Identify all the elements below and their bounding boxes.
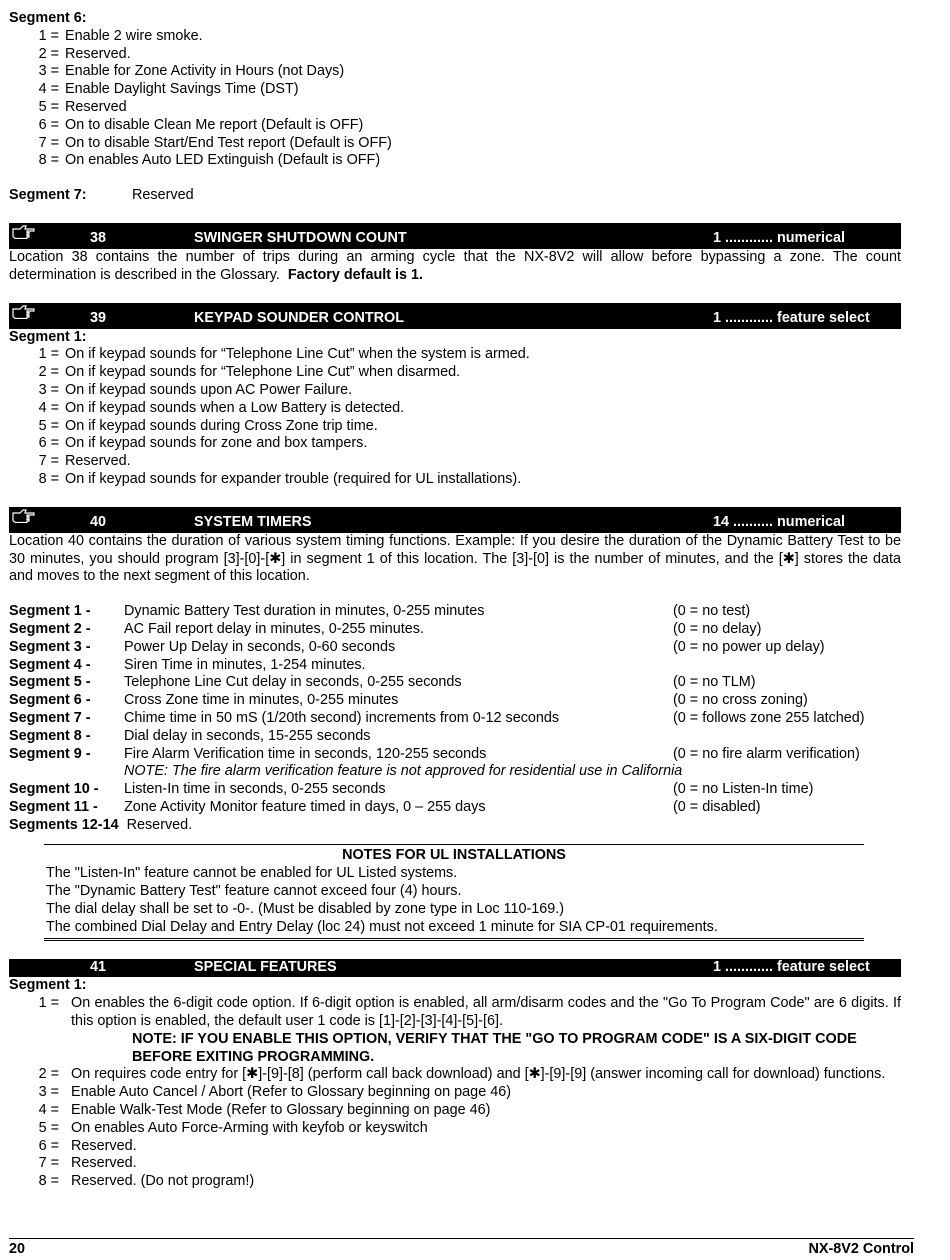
item-number: 7 = — [38, 453, 59, 470]
manual-page — [9, 10, 901, 1191]
timer-description: Listen-In time in seconds, 0-255 seconds — [124, 781, 386, 798]
location-41-list — [9, 1084, 901, 1191]
list-item — [9, 1066, 901, 1084]
location-41-header — [9, 959, 901, 977]
timer-default: (0 = no delay) — [673, 620, 762, 637]
system-timers-table — [9, 603, 901, 834]
ul-notes-title: NOTES FOR UL INSTALLATIONS — [342, 847, 566, 864]
timer-default: (0 = no cross zoning) — [673, 692, 808, 709]
timer-row — [9, 746, 901, 764]
list-item — [9, 995, 901, 1031]
timer-label: Segment 3 - — [9, 638, 91, 655]
timer-default: (0 = no test) — [673, 603, 751, 620]
page-number: 20 — [9, 1241, 26, 1257]
timer-label: Segment 4 - — [9, 656, 91, 673]
item-text: On to disable Clean Me report (Default is OFF) — [65, 116, 364, 133]
segment-6-title: Segment 6: — [9, 10, 87, 26]
list-item — [9, 471, 901, 489]
timer-default: (0 = follows zone 255 latched) — [673, 709, 865, 726]
timer-row — [9, 603, 901, 621]
timer-description: Dynamic Battery Test duration in minutes, 0-255 minutes — [124, 603, 485, 620]
list-item — [9, 364, 901, 382]
item-number: 4 = — [38, 399, 59, 416]
timer-default: (0 = no power up delay) — [673, 638, 825, 655]
item-text: Enable for Zone Activity in Hours (not Days) — [65, 63, 345, 80]
item-number: 7 = — [38, 134, 59, 151]
item-number: 6 = — [38, 116, 59, 133]
special-features-section — [9, 977, 901, 1191]
item-number: 7 = — [38, 1155, 59, 1172]
location-number: 38 — [90, 230, 107, 247]
location-number: 40 — [90, 513, 107, 530]
item-text: Reserved. — [71, 1137, 137, 1154]
item-number: 2 = — [38, 45, 59, 62]
location-40-header — [9, 507, 901, 533]
timer-row — [9, 710, 901, 728]
timer-row — [9, 674, 901, 692]
timers-list — [9, 603, 901, 763]
location-38-description — [9, 249, 901, 285]
list-item — [9, 63, 901, 81]
item-number: 3 = — [38, 381, 59, 398]
six-digit-warning: NOTE: IF YOU ENABLE THIS OPTION, VERIFY THAT THE "GO TO PROGRAM CODE" IS A SIX-DIGIT CODE BEFORE EXITING PROGRAMMING. — [132, 1030, 857, 1065]
list-item — [9, 346, 901, 364]
timer-label: Segment 9 - — [9, 745, 91, 762]
item-text: On if keypad sounds for expander trouble (required for UL installations). — [65, 470, 522, 487]
timer-row — [9, 657, 901, 675]
location-count: 1 ............ numerical — [713, 230, 845, 247]
location-38-body: Location 38 contains the number of trips during an arming cycle that the NX-8V2 will allow before bypassing a zone. The count determination is described in the Glossary. — [9, 248, 901, 283]
item-number: 8 = — [38, 1173, 59, 1190]
item-number: 8 = — [38, 152, 59, 169]
list-item — [9, 453, 901, 471]
timer-label: Segment 1 - — [9, 603, 91, 620]
item-number: 4 = — [38, 1102, 59, 1119]
list-item — [9, 46, 901, 64]
timer-description: Dial delay in seconds, 15-255 seconds — [124, 727, 371, 744]
item-number: 3 = — [38, 1084, 59, 1101]
list-item — [9, 418, 901, 436]
pointing-hand-icon — [12, 305, 36, 319]
location-title: SYSTEM TIMERS — [194, 513, 312, 530]
item-text: On enables Auto Force-Arming with keyfob or keyswitch — [71, 1119, 428, 1136]
location-title: SPECIAL FEATURES — [194, 958, 337, 975]
item-number: 1 = — [38, 27, 59, 44]
segment-7-value: Reserved — [132, 187, 194, 204]
list-item — [9, 400, 901, 418]
item-text: On to disable Start/End Test report (Default is OFF) — [65, 134, 392, 151]
timer-description: AC Fail report delay in minutes, 0-255 minutes. — [124, 620, 424, 637]
item-text: On if keypad sounds for “Telephone Line Cut” when the system is armed. — [65, 346, 530, 363]
ul-notes-box — [44, 844, 864, 941]
segments-12-14-value: Reserved. — [126, 816, 193, 833]
ul-note-line: The "Listen-In" feature cannot be enabled for UL Listed systems. — [46, 865, 458, 882]
item-text: On if keypad sounds during Cross Zone trip time. — [65, 417, 378, 434]
item-text: On if keypad sounds for zone and box tampers. — [65, 435, 368, 452]
timer-default — [673, 657, 901, 675]
location-number: 39 — [90, 309, 107, 326]
timer-label: Segment 8 - — [9, 727, 91, 744]
timer-description: Power Up Delay in seconds, 0-60 seconds — [124, 638, 396, 655]
list-item — [9, 117, 901, 135]
location-count: 1 ............ feature select — [713, 958, 870, 975]
ul-note-line: The dial delay shall be set to -0-. (Must be disabled by zone type in Loc 110-169.) — [46, 900, 565, 917]
ul-note-line: The combined Dial Delay and Entry Delay (loc 24) must not exceed 1 minute for SIA CP-01 requirements. — [46, 918, 718, 935]
location-count: 14 .......... numerical — [713, 513, 845, 530]
timer-row — [9, 692, 901, 710]
item-number: 1 = — [38, 346, 59, 363]
location-39-segment-title: Segment 1: — [9, 328, 87, 345]
item-text: On if keypad sounds upon AC Power Failure. — [65, 381, 353, 398]
location-41-segment-title: Segment 1: — [9, 977, 87, 994]
timer-default: (0 = disabled) — [673, 798, 761, 815]
timer-row — [9, 621, 901, 639]
item-number: 6 = — [38, 1137, 59, 1154]
location-38-header — [9, 223, 901, 249]
list-item — [9, 135, 901, 153]
list-item — [9, 1138, 901, 1156]
item-number: 1 = — [38, 995, 59, 1012]
item-number: 5 = — [38, 98, 59, 115]
item-text: On requires code entry for [✱]-[9]-[8] (perform call back download) and [✱]-[9]-[9] (answer incoming call for download) functions. — [71, 1066, 886, 1083]
list-item — [9, 28, 901, 46]
segment-6-list — [9, 28, 901, 170]
segment-7-label: Segment 7: — [9, 187, 87, 204]
ul-notes-lines — [46, 865, 862, 936]
timer-description: Chime time in 50 mS (1/20th second) increments from 0-12 seconds — [124, 709, 560, 726]
list-item — [9, 152, 901, 170]
timer-row — [9, 728, 901, 746]
timer-default: (0 = no Listen-In time) — [673, 781, 814, 798]
timer-description: Siren Time in minutes, 1-254 minutes. — [124, 656, 366, 673]
item-text: Reserved — [65, 98, 127, 115]
location-39-list — [9, 346, 901, 488]
item-number: 5 = — [38, 417, 59, 434]
segments-12-14-row — [9, 817, 901, 835]
product-name: NX-8V2 Control — [808, 1241, 914, 1257]
list-item — [9, 1120, 901, 1138]
item-number: 3 = — [38, 63, 59, 80]
timer-label: Segment 10 - — [9, 781, 99, 798]
list-item — [9, 1102, 901, 1120]
timer-label: Segment 11 - — [9, 798, 98, 815]
segments-12-14-label: Segments 12-14 — [9, 816, 119, 833]
timer-default — [673, 728, 901, 746]
location-39-header — [9, 303, 901, 329]
segment-7-row — [9, 187, 901, 205]
segment-6-section — [9, 10, 901, 170]
pointing-hand-icon — [12, 509, 36, 523]
list-item — [9, 81, 901, 99]
list-item — [9, 382, 901, 400]
timer-description: Telephone Line Cut delay in seconds, 0-255 seconds — [124, 674, 462, 691]
item-number: 8 = — [38, 470, 59, 487]
item-text: Reserved. — [65, 453, 131, 470]
timer-label: Segment 2 - — [9, 620, 91, 637]
location-number: 41 — [90, 958, 107, 975]
list-item — [9, 1173, 901, 1191]
item-text: On if keypad sounds for “Telephone Line Cut” when disarmed. — [65, 364, 461, 381]
timer-row — [9, 639, 901, 657]
list-item — [9, 435, 901, 453]
timer-description: Fire Alarm Verification time in seconds, 120-255 seconds — [124, 745, 487, 762]
item-text: Enable Auto Cancel / Abort (Refer to Glossary beginning on page 46) — [71, 1084, 511, 1101]
list-item — [9, 1084, 901, 1102]
pointing-hand-icon — [12, 225, 36, 239]
location-38-default: Factory default is 1. — [287, 266, 424, 283]
timers-list-2 — [9, 781, 901, 817]
item-text: On enables the 6-digit code option. If 6-digit option is enabled, all arm/disarm codes and the "Go To Program Code" are 6 digits. If this option is enabled, the default user 1 code is [1]-[2]-[3]-[4]-[5]-[6]. — [71, 995, 901, 1030]
item-text: Enable 2 wire smoke. — [65, 27, 203, 44]
timer-label: Segment 6 - — [9, 692, 91, 709]
item-text: Reserved. — [65, 45, 131, 62]
timer-label: Segment 5 - — [9, 674, 91, 691]
item-text: On if keypad sounds when a Low Battery is detected. — [65, 399, 405, 416]
item-text: Enable Walk-Test Mode (Refer to Glossary beginning on page 46) — [71, 1102, 491, 1119]
item-text: Reserved. — [71, 1155, 137, 1172]
location-40-description: Location 40 contains the duration of various system timing functions. Example: If you desire the duration of the Dynamic Battery Test to be 30 minutes, you should program [3]-[0]-[✱] in segment 1 of this location. The [3]-[0] is the number of minutes, and the [✱] stores the data and moves to the next segment of this location. — [9, 532, 901, 585]
item-number: 2 = — [38, 1066, 59, 1083]
item-number: 6 = — [38, 435, 59, 452]
fire-alarm-note: NOTE: The fire alarm verification feature is not approved for residential use in California — [124, 763, 683, 780]
item-text: On enables Auto LED Extinguish (Default is OFF) — [65, 152, 381, 169]
page-footer — [9, 1238, 914, 1259]
timer-row — [9, 799, 901, 817]
timer-label: Segment 7 - — [9, 709, 91, 726]
location-title: KEYPAD SOUNDER CONTROL — [194, 309, 405, 326]
item-text: Reserved. (Do not program!) — [71, 1173, 255, 1190]
timer-default: (0 = no TLM) — [673, 674, 756, 691]
location-count: 1 ............ feature select — [713, 309, 870, 326]
timer-default: (0 = no fire alarm verification) — [673, 745, 860, 762]
ul-note-line: The "Dynamic Battery Test" feature cannot exceed four (4) hours. — [46, 883, 462, 900]
item-text: Enable Daylight Savings Time (DST) — [65, 81, 299, 98]
timer-description: Zone Activity Monitor feature timed in days, 0 – 255 days — [124, 798, 486, 815]
timer-description: Cross Zone time in minutes, 0-255 minutes — [124, 692, 399, 709]
list-item — [9, 1155, 901, 1173]
list-item — [9, 99, 901, 117]
item-number: 2 = — [38, 364, 59, 381]
location-title: SWINGER SHUTDOWN COUNT — [194, 230, 407, 247]
item-number: 4 = — [38, 81, 59, 98]
timer-row — [9, 781, 901, 799]
item-number: 5 = — [38, 1119, 59, 1136]
